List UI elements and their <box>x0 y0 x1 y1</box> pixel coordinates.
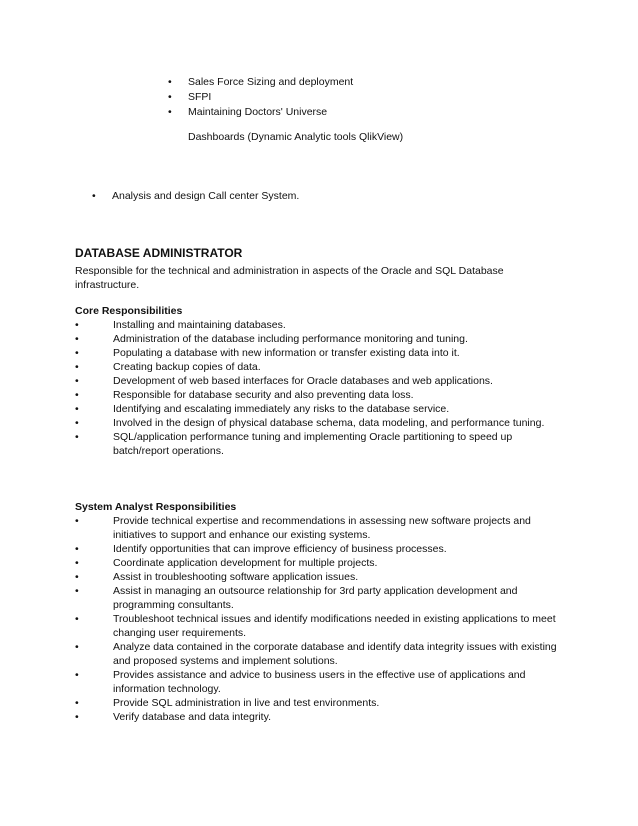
bullet-icon: • <box>168 91 172 103</box>
top-bullet-list <box>168 75 548 120</box>
list-item: • SQL/application performance tuning and implementing Oracle partitioning to speed up batch/report operations. <box>75 431 513 457</box>
list-item: • Development of web based interfaces for Oracle databases and web applications. <box>75 375 493 387</box>
bullet-icon: • <box>75 697 79 709</box>
bullet-icon: • <box>75 417 79 429</box>
core-responsibilities-heading: Core Responsibilities <box>75 305 183 317</box>
list-item: • Provides assistance and advice to business users in the effective use of applications and information technology. <box>75 669 526 695</box>
bullet-icon: • <box>75 431 79 443</box>
list-item: • Assist in troubleshooting software application issues. <box>75 571 359 583</box>
list-item: • Creating backup copies of data. <box>75 361 261 373</box>
dba-intro: Responsible for the technical and administration in aspects of the Oracle and SQL Database infrastructure. <box>75 265 504 291</box>
list-item: • Identifying and escalating immediately any risks to the database service. <box>75 403 450 415</box>
bullet-icon: • <box>168 106 172 118</box>
bullet-icon: • <box>75 711 79 723</box>
bullet-icon: • <box>75 543 79 555</box>
list-item: • Administration of the database including performance monitoring and tuning. <box>75 333 468 345</box>
list-item: • Coordinate application development for multiple projects. <box>75 557 378 569</box>
list-item: • Verify database and data integrity. <box>75 711 271 723</box>
bullet-icon: • <box>75 361 79 373</box>
list-item: • Assist in managing an outsource relationship for 3rd party application development and programming consultants. <box>75 585 518 611</box>
list-item: • Troubleshoot technical issues and identify modifications needed in existing applications to meet changing user requirements. <box>75 613 556 639</box>
bullet-icon: • <box>92 190 96 202</box>
list-item: • Identify opportunities that can improve efficiency of business processes. <box>75 543 447 555</box>
bullet-icon: • <box>75 613 79 625</box>
list-item: • Installing and maintaining databases. <box>75 319 286 331</box>
bullet-icon: • <box>75 375 79 387</box>
list-item: • Analyze data contained in the corporate database and identify data integrity issues with existing and proposed systems and implement solutions. <box>75 641 557 667</box>
bullet-icon: • <box>75 571 79 583</box>
dashboards-line: Dashboards (Dynamic Analytic tools QlikView) <box>188 131 404 143</box>
bullet-icon: • <box>75 557 79 569</box>
list-item: • Populating a database with new information or transfer existing data into it. <box>75 347 460 359</box>
bullet-icon: • <box>75 333 79 345</box>
list-item: • Provide technical expertise and recommendations in assessing new software projects and initiatives to support and enhance our existing systems. <box>75 515 531 541</box>
document-page: • Sales Force Sizing and deployment • SFPI • Maintaining Doctors' Universe Dashboards (Dynamic Analytic tools QlikView) • Analysis and design Call center System. DATABASE ADMINISTRATOR Responsible for the technical and administration in aspects of the Oracle and SQL Database infrastructure. Core Responsibilities • Installing and maintaining databases. • Administration of the database including performance monitoring and tuning. • Populating a database with new information or transfer existing data into it. • Creating backup copies of data. • Development of web based interfaces for Oracle databases and web applications. • Responsible for database security and also preventing data loss. • Identifying and escalating immediately any risks to the database service. • Involved in the design of physical database schema, data modeling, and performance tuning. • SQL/application performance tuning and implementing Oracle partitioning to speed up batch/report operations. System Analyst Responsibilities • Provide technical expertise and recommendations in assessing new software projects and initiatives to support and enhance our existing systems. • Identify opportunities that can improve efficiency of business processes. • Coordinate application development for multiple projects. • Assist in troubleshooting software application issues. • Assist in managing an outsource relationship for 3rd party application development and programming consultants. • Troubleshoot technical issues and identify modifications needed in existing applications to meet changing user requirements. • Analyze data contained in the corporate database and identify data integrity issues with existing and proposed systems and implement solutions. • Provides assistance and advice to business users in the effective use of applications and information technology. • Provide SQL administration in live and test environments. • Verify database and data integrity. <box>0 0 638 826</box>
system-analyst-list <box>75 514 565 724</box>
bullet-icon: • <box>75 641 79 653</box>
section-title-dba: DATABASE ADMINISTRATOR <box>75 246 243 260</box>
list-item: • Maintaining Doctors' Universe <box>168 106 328 118</box>
core-responsibilities-list <box>75 318 565 458</box>
list-item: • Involved in the design of physical database schema, data modeling, and performance tuning. <box>75 417 545 429</box>
list-item: • Sales Force Sizing and deployment <box>168 76 354 88</box>
bullet-icon: • <box>75 669 79 681</box>
list-item: • Provide SQL administration in live and test environments. <box>75 697 380 709</box>
bullet-icon: • <box>75 403 79 415</box>
bullet-icon: • <box>75 319 79 331</box>
system-analyst-heading: System Analyst Responsibilities <box>75 501 237 513</box>
bullet-icon: • <box>168 76 172 88</box>
bullet-icon: • <box>75 585 79 597</box>
bullet-icon: • <box>75 347 79 359</box>
list-item: • Responsible for database security and also preventing data loss. <box>75 389 414 401</box>
bullet-icon: • <box>75 389 79 401</box>
list-item: • SFPI <box>168 91 212 103</box>
bullet-icon: • <box>75 515 79 527</box>
